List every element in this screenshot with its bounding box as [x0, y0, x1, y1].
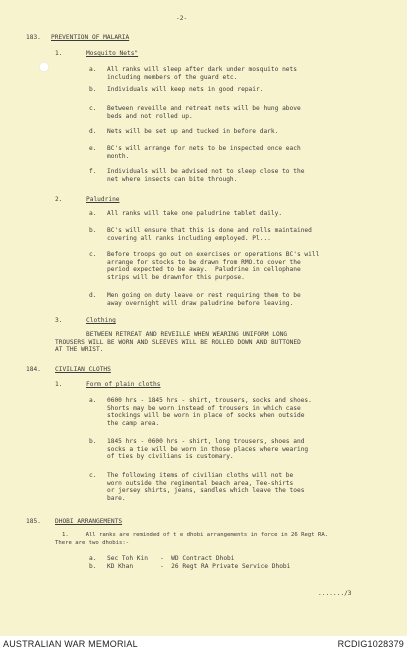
item-letter: c.	[89, 105, 97, 112]
para-title: Paludrine	[86, 196, 120, 203]
item-line: Between reveille and retreat nets will be hung above	[107, 105, 301, 112]
dhobi-role: - WD Contract Dhobi	[160, 555, 235, 562]
item-line: 1845 hrs - 0600 hrs - shirt, long trousers, shoes and	[107, 438, 305, 445]
continuation-marker: ......./3	[318, 590, 352, 597]
item-line: the camp area.	[107, 419, 160, 427]
para-number: 2.	[55, 196, 63, 203]
item-letter: f.	[89, 168, 97, 175]
para-number: 1.	[55, 381, 63, 388]
item-letter: a.	[89, 66, 97, 73]
section-number: 183.	[26, 34, 41, 41]
item-line: net where insects can bite through.	[107, 175, 238, 183]
item-line: worn outside the regimental beach area, Tee-shirts	[107, 479, 294, 487]
item-line: stockings will be worn in place of socks when outside	[107, 412, 305, 420]
dhobi-name: Sec Toh Kin	[107, 555, 148, 562]
item-letter: b.	[89, 86, 97, 93]
item-line: including members of the guard etc.	[107, 73, 238, 81]
item-line: Men going on duty leave or rest requiring them to be	[107, 292, 301, 299]
item-line: month.	[107, 152, 130, 160]
item-line: The following items of civilian cloths will not be	[107, 472, 294, 479]
footer-id: RCDIG1028379	[337, 639, 404, 649]
para-line: TROUSERS WILL BE WORN AND SLEEVES WILL BE ROLLED DOWN AND BUTTONED	[55, 338, 301, 346]
para-line: AT THE WRIST.	[55, 346, 104, 354]
item-line: of ties by civilians is customary.	[107, 453, 234, 461]
item-line: All ranks will take one paludrine tablet daily.	[107, 210, 283, 217]
para-line: 1. All ranks are reminded of t e dhobi arrangements in force in 26 Regt RA.	[62, 532, 329, 538]
item-line: arrange for stocks to be drawn from RMO.to cover the	[107, 258, 301, 266]
item-line: strips will be drawnfor this purpose.	[107, 273, 245, 281]
section-title: PREVENTION OF MALARIA	[51, 34, 130, 41]
item-letter: c.	[89, 251, 97, 258]
para-title: Mosquito Nets"	[86, 50, 139, 57]
item-line: covering all ranks including employed. Pl...	[107, 234, 271, 242]
item-line: Individuals will be advised not to sleep close to the	[107, 168, 305, 175]
item-line: bare.	[107, 494, 126, 502]
item-line: Before troops go out on exercises or operations BC's will	[107, 251, 320, 258]
item-line: Shorts may be worn instead of trousers in which case	[107, 404, 301, 412]
dhobi-role: - 26 Regt RA Private Service Dhobi	[160, 563, 291, 570]
item-line: All ranks will sleep after dark under mosquito nets	[107, 66, 297, 73]
item-line: BC's will arrange for nets to be inspected once each	[107, 145, 301, 152]
item-line: 0600 hrs - 1845 hrs - shirt, trousers, socks and shoes.	[107, 397, 312, 404]
item-letter: b.	[89, 227, 97, 234]
item-line: period expected to be away. Paludrine in cellophane	[107, 266, 301, 274]
para-title: Form of plain cloths	[86, 381, 161, 388]
section-number: 184.	[26, 366, 41, 373]
section-number: 185.	[26, 518, 41, 525]
para-line: There are two dhobis:-	[55, 539, 130, 546]
item-letter: a.	[89, 555, 97, 562]
para-line: BETWEEN RETREAT AND REVEILLE WHEN WEARING UNIFORM LONG	[86, 331, 288, 338]
item-line: socks a tie will be worn in those places where wearing	[107, 445, 309, 453]
item-letter: a.	[89, 397, 97, 404]
punch-hole	[39, 62, 49, 72]
section-title: CIVILIAN CLOTHS	[55, 366, 111, 373]
para-title: Clothing	[86, 317, 116, 324]
item-line: BC's will ensure that this is done and rolls maintained	[107, 227, 312, 234]
item-line: or jersey shirts, jeans, sandles which leave the toes	[107, 487, 305, 495]
item-line: beds and not rolled up.	[107, 112, 193, 120]
footer-credit: AUSTRALIAN WAR MEMORIAL	[3, 639, 138, 649]
section-title: DHOBI ARRANGEMENTS	[55, 518, 123, 525]
para-number: 1.	[55, 50, 63, 57]
item-line: Nets will be set up and tucked in before dark.	[107, 128, 279, 135]
item-letter: a.	[89, 210, 97, 217]
item-letter: b.	[89, 438, 97, 445]
item-letter: c.	[89, 472, 97, 479]
item-letter: d.	[89, 128, 97, 135]
para-number: 3.	[55, 317, 63, 324]
dhobi-name: KD Khan	[107, 563, 134, 570]
item-line: away overnight will draw paludrine before leaving.	[107, 299, 294, 307]
item-letter: e.	[89, 145, 97, 152]
page-number: -2-	[176, 15, 188, 22]
item-line: Individuals will keep nets in good repair.	[107, 86, 264, 93]
item-letter: b.	[89, 563, 97, 570]
item-letter: d.	[89, 292, 97, 299]
